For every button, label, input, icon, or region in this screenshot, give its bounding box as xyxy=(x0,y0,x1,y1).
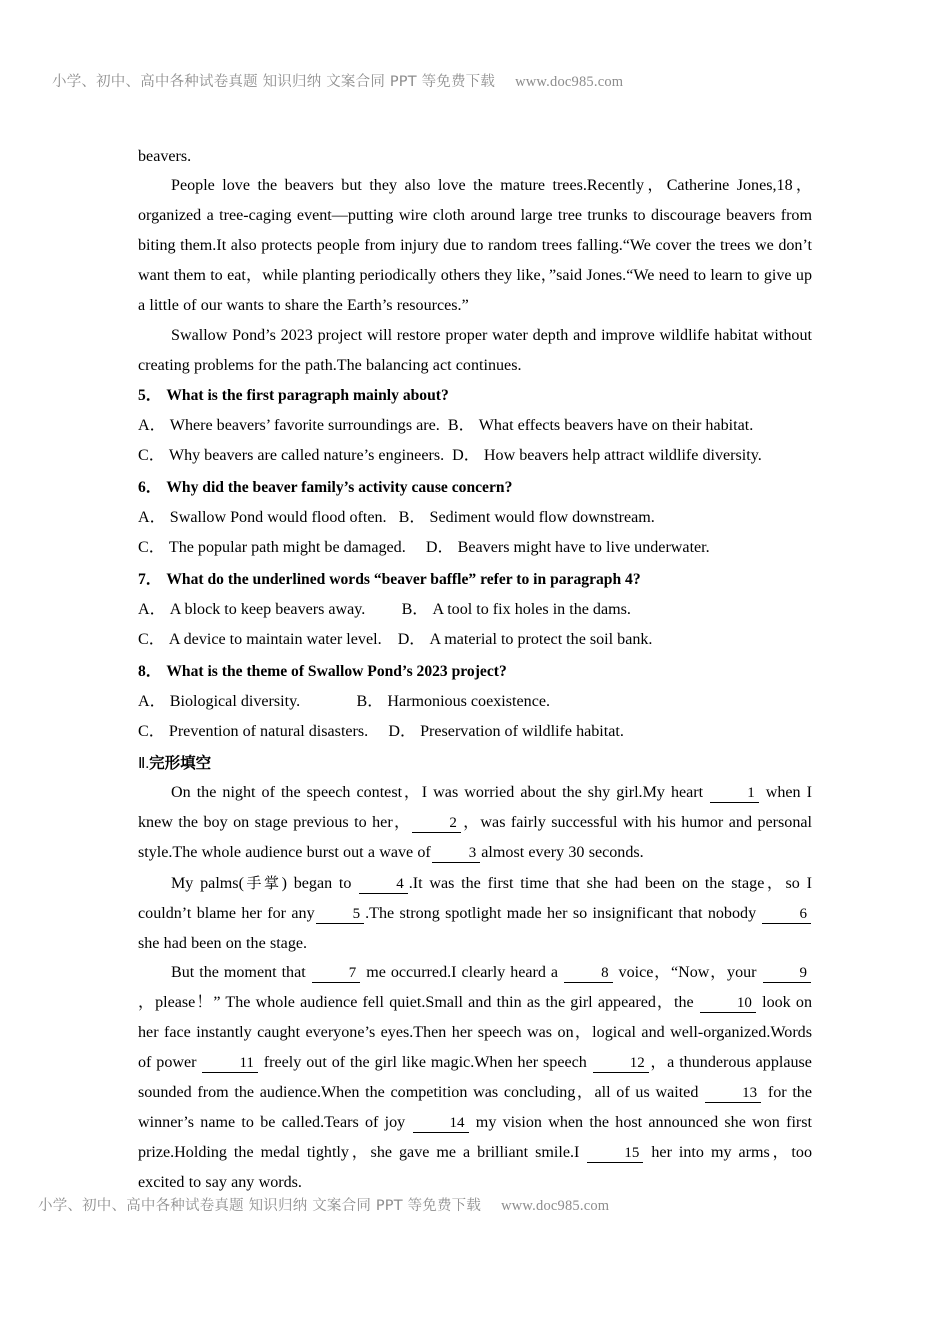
option-7-A-text: A block to keep beavers away. xyxy=(169,601,366,618)
cloze-p2-gloss: 手掌 xyxy=(243,874,282,892)
option-7-B-label: B． xyxy=(401,601,429,618)
watermark-header xyxy=(52,70,623,91)
question-5-number: 5． xyxy=(138,387,162,404)
watermark-footer xyxy=(38,1194,609,1215)
option-7-C-text: A device to maintain water level. xyxy=(168,631,382,648)
option-5-D-label: D． xyxy=(452,447,480,464)
option-6-D-text: Beavers might have to live underwater. xyxy=(457,539,710,556)
option-6-C-label: C． xyxy=(138,539,165,556)
option-8-C-text: Prevention of natural disasters. xyxy=(168,723,369,740)
cloze-paragraph-2 xyxy=(138,868,812,959)
question-8-stem xyxy=(138,657,812,687)
cloze-blank-7[interactable]: 7 xyxy=(312,964,361,983)
cloze-p2-seg-c: .It was the first time that she had been on the stage，so I couldn’t blame her for any xyxy=(138,875,812,922)
option-7-C-label: C． xyxy=(138,631,165,648)
cloze-p3-seg-a: But the moment that xyxy=(171,964,306,981)
option-5-B-text: What effects beavers have on their habitat. xyxy=(478,417,754,434)
option-5-A[interactable] xyxy=(138,417,440,434)
section-2-dot: . xyxy=(145,756,150,772)
cloze-paragraph-3 xyxy=(138,958,812,1198)
section-2-heading xyxy=(138,748,812,779)
option-6-B-text: Sediment would flow downstream. xyxy=(429,509,655,526)
question-6-options-row-1 xyxy=(138,503,812,533)
watermark-footer-url: www.doc985.com xyxy=(501,1198,610,1214)
option-8-D-label: D． xyxy=(388,723,417,740)
reading-paragraph-2: Swallow Pond’s 2023 project will restore proper water depth and improve wildlife habitat without creating problems for the path.The balancing act continues. xyxy=(138,327,812,374)
option-6-A-label: A． xyxy=(138,509,166,526)
question-5-options-row-1 xyxy=(138,411,812,441)
cloze-blank-9[interactable]: 9 xyxy=(763,964,812,983)
option-5-A-label: A． xyxy=(138,417,166,434)
question-6-text: Why did the beaver family’s activity cause concern? xyxy=(166,479,513,496)
cloze-p1-seg-d: almost every 30 seconds. xyxy=(481,844,644,861)
cloze-p3-seg-c: voice，“Now，your xyxy=(618,964,757,981)
option-5-B-label: B． xyxy=(447,417,475,434)
section-2-title: 完形填空 xyxy=(149,754,212,772)
reading-paragraph-1: People love the beavers but they also love the mature trees.Recently，Catherine Jones,18，organized a tree-caging event—putting wire cloth around large tree trunks to discourage beavers from biting them.It also protects people from injury due to random trees falling.“We cover the trees we don’t want them to eat，while planting periodically others they like，”said Jones.“We need to learn to give up a little of our wants to share the Earth’s resources.” xyxy=(138,177,812,314)
option-8-D[interactable] xyxy=(388,723,624,740)
option-8-A[interactable] xyxy=(138,693,300,710)
option-6-A[interactable] xyxy=(138,509,387,526)
question-5-options-row-2 xyxy=(138,441,812,471)
cloze-p1-seg-a: On the night of the speech contest，I was worried about the shy girl.My heart xyxy=(171,784,704,801)
cloze-p3-seg-i: my vision when the host announced she won first prize.Holding the medal tightly，she gave me a brilliant smile.I xyxy=(138,1114,813,1161)
question-5-text: What is the first paragraph mainly about? xyxy=(166,387,449,404)
cloze-p2-seg-e: she had been on the stage. xyxy=(138,935,308,952)
cloze-blank-5[interactable]: 5 xyxy=(316,905,365,924)
cloze-blank-6[interactable]: 6 xyxy=(762,905,811,924)
cloze-blank-14[interactable]: 14 xyxy=(413,1114,469,1133)
cloze-blank-1[interactable]: 1 xyxy=(710,784,759,803)
question-6-number: 6． xyxy=(138,479,162,496)
option-5-B[interactable] xyxy=(448,417,753,434)
question-6-options-row-2 xyxy=(138,533,812,563)
option-5-A-text: Where beavers’ favorite surroundings are. xyxy=(169,417,440,434)
watermark-footer-text: 小学、初中、高中各种试卷真题 知识归纳 文案合同 PPT 等免费下载 xyxy=(38,1198,482,1214)
cloze-blank-15[interactable]: 15 xyxy=(587,1144,643,1163)
option-8-A-label: A． xyxy=(138,693,166,710)
option-7-A[interactable] xyxy=(138,601,365,618)
option-7-D[interactable] xyxy=(398,631,653,648)
option-6-B-label: B． xyxy=(398,509,426,526)
option-6-D-label: D． xyxy=(425,539,454,556)
option-7-D-label: D． xyxy=(397,631,426,648)
cloze-blank-4[interactable]: 4 xyxy=(359,875,408,894)
cloze-p3-seg-j: her into my arms，too excited to say any words. xyxy=(138,1144,812,1191)
option-7-A-label: A． xyxy=(138,601,166,618)
cloze-p3-seg-e: look on her face instantly caught everyone’s eyes.Then her speech was on，logical and well-organized.Words of power xyxy=(138,994,813,1071)
option-5-C[interactable] xyxy=(138,447,444,464)
cloze-p2-seg-d: .The strong spotlight made her so insignificant that nobody xyxy=(365,905,757,922)
question-8-options-row-2 xyxy=(138,717,812,747)
cloze-p2-seg-a: My palms( xyxy=(171,875,244,892)
cloze-blank-12[interactable]: 12 xyxy=(593,1054,649,1073)
reading-orphan-line: beavers. xyxy=(138,148,192,165)
watermark-header-url: www.doc985.com xyxy=(515,74,624,90)
cloze-p3-seg-d: ，please！” The whole audience fell quiet.Small and thin as the girl appeared，the xyxy=(138,994,694,1011)
cloze-blank-11[interactable]: 11 xyxy=(202,1054,257,1073)
watermark-header-text: 小学、初中、高中各种试卷真题 知识归纳 文案合同 PPT 等免费下载 xyxy=(52,74,496,90)
question-7-number: 7． xyxy=(138,571,162,588)
option-8-B[interactable] xyxy=(356,693,550,710)
cloze-paragraph-1 xyxy=(138,778,812,868)
option-5-C-label: C． xyxy=(138,447,165,464)
cloze-blank-3[interactable]: 3 xyxy=(432,844,481,863)
cloze-blank-8[interactable]: 8 xyxy=(564,964,613,983)
section-2-roman: Ⅱ xyxy=(138,756,146,772)
option-8-B-label: B． xyxy=(356,693,384,710)
option-6-B[interactable] xyxy=(399,509,655,526)
question-8-text: What is the theme of Swallow Pond’s 2023 project? xyxy=(166,663,507,680)
option-7-B-text: A tool to fix holes in the dams. xyxy=(432,601,631,618)
option-7-B[interactable] xyxy=(402,601,631,618)
question-7-text: What do the underlined words “beaver baffle” refer to in paragraph 4? xyxy=(166,571,641,588)
option-7-D-text: A material to protect the soil bank. xyxy=(429,631,653,648)
question-7-options-row-2 xyxy=(138,625,812,655)
option-6-C-text: The popular path might be damaged. xyxy=(168,539,406,556)
option-5-C-text: Why beavers are called nature’s engineers. xyxy=(168,447,445,464)
cloze-blank-10[interactable]: 10 xyxy=(700,994,756,1013)
option-5-D[interactable] xyxy=(452,447,762,464)
cloze-p3-seg-h: for the winner’s name to be called.Tears of joy xyxy=(138,1084,812,1131)
cloze-blank-2[interactable]: 2 xyxy=(412,814,461,833)
cloze-p1-seg-c: ，was fairly successful with his humor and personal style.The whole audience burst out a wave of xyxy=(138,814,812,861)
option-8-B-text: Harmonious coexistence. xyxy=(387,693,551,710)
cloze-p3-seg-g: ，a thunderous applause sounded from the audience.When the competition was concluding，all of us waited xyxy=(138,1054,812,1101)
question-6-stem xyxy=(138,473,812,503)
option-7-C[interactable] xyxy=(138,631,382,648)
cloze-p3-seg-b: me occurred.I clearly heard a xyxy=(366,964,559,981)
question-8-number: 8． xyxy=(138,663,162,680)
option-6-C[interactable] xyxy=(138,539,406,556)
cloze-p2-seg-b: ) began to xyxy=(281,875,352,892)
cloze-p3-seg-f: freely out of the girl like magic.When her speech xyxy=(263,1054,587,1071)
option-8-C[interactable] xyxy=(138,723,368,740)
cloze-p1-seg-b: when I knew the boy on stage previous to her， xyxy=(138,784,812,831)
option-6-D[interactable] xyxy=(426,539,710,556)
question-8-options-row-1 xyxy=(138,687,812,717)
question-7-stem xyxy=(138,565,812,595)
option-6-A-text: Swallow Pond would flood often. xyxy=(169,509,387,526)
question-5-stem xyxy=(138,381,812,411)
option-5-D-text: How beavers help attract wildlife diversity. xyxy=(483,447,762,464)
option-8-D-text: Preservation of wildlife habitat. xyxy=(420,723,624,740)
option-8-A-text: Biological diversity. xyxy=(169,693,301,710)
question-7-options-row-1 xyxy=(138,595,812,625)
option-8-C-label: C． xyxy=(138,723,165,740)
cloze-blank-13[interactable]: 13 xyxy=(705,1084,761,1103)
